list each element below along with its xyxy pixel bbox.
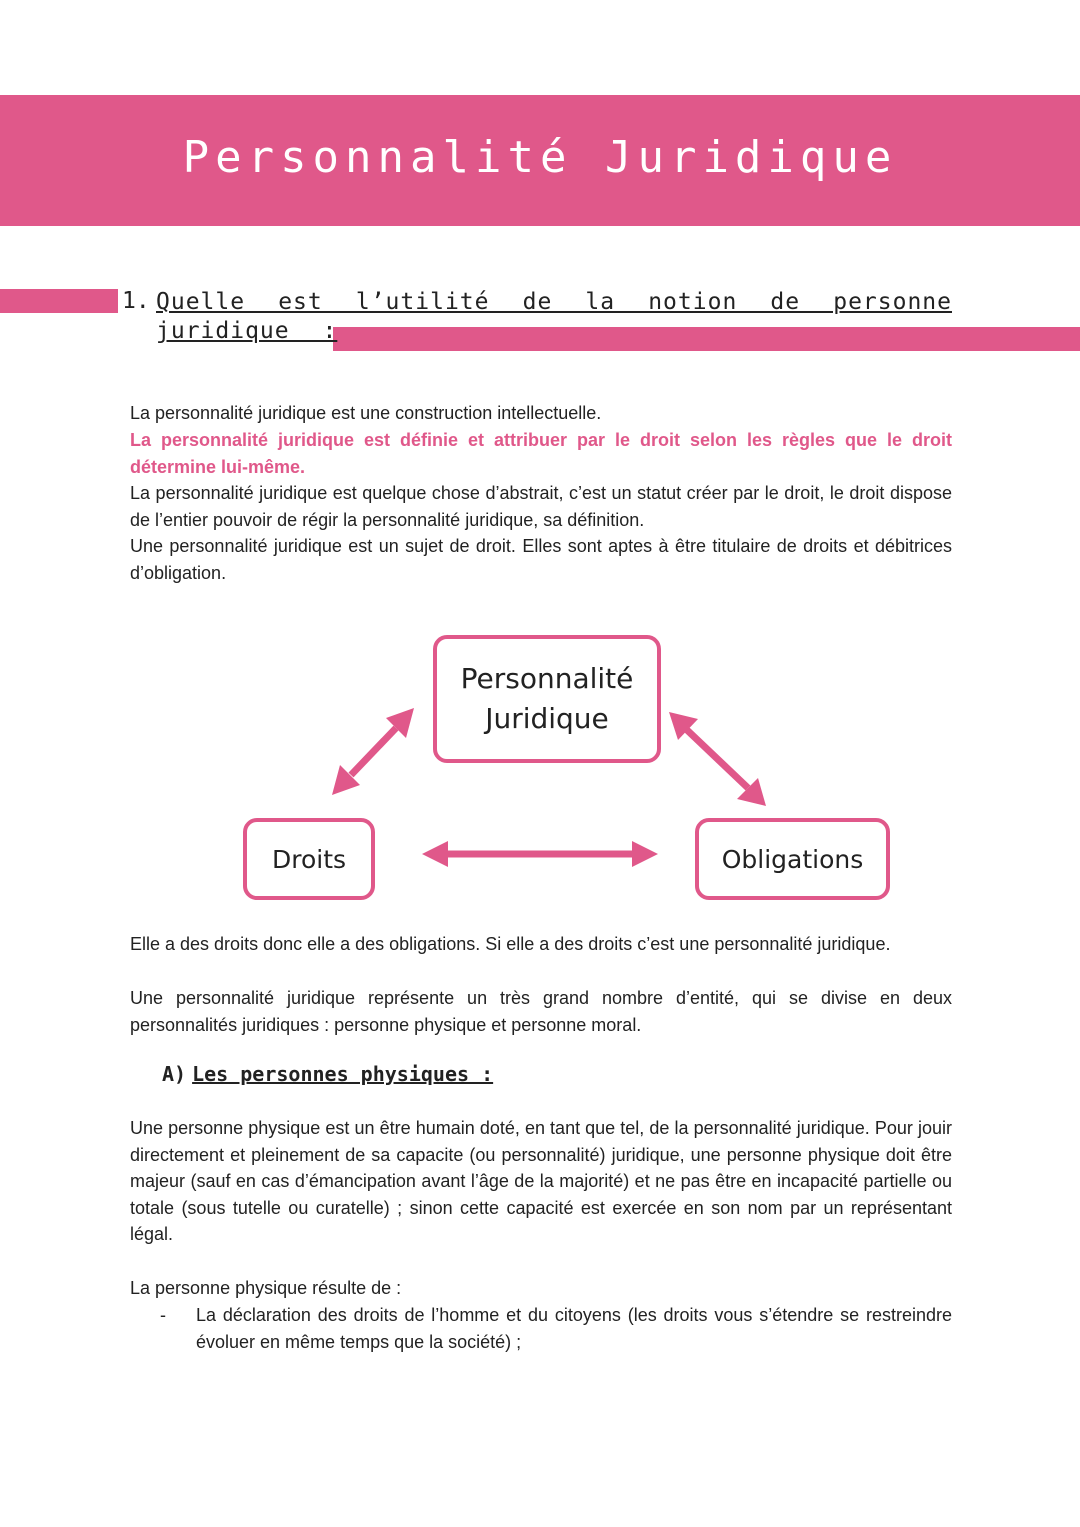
- abstract-paragraph: La personnalité juridique est quelque chose d’abstrait, c’est un statut créer par le droit, le droit dispose de l’entier pouvoir de régir la personnalité juridique, sa définition.: [130, 483, 952, 530]
- arrow-pj-droits: [332, 708, 414, 795]
- list-item-text: La déclaration des droits de l’homme et du citoyens (les droits vous s’étendre se restreindre évoluer en même temps que la société) ;: [196, 1305, 952, 1352]
- intro-paragraph: La personnalité juridique est une construction intellectuelle.: [130, 403, 602, 423]
- subject-paragraph: Une personnalité juridique est un sujet de droit. Elles sont aptes à être titulaire de droits et débitrices d’obligation.: [130, 536, 952, 583]
- section-number: 1.: [122, 288, 150, 314]
- title-banner: [0, 95, 1080, 226]
- relationship-diagram: [0, 620, 1080, 920]
- personnalite-juridique-box: [433, 635, 661, 763]
- obligations-box: Obligations: [695, 818, 890, 900]
- list-dash: -: [160, 1305, 166, 1325]
- subsection-letter: A): [162, 1062, 187, 1086]
- arrow-droits-obligations: [422, 841, 658, 867]
- physical-person-paragraph: Une personne physique est un être humain doté, en tant que tel, de la personnalité juridique. Pour jouir directement et pleinement de sa capacite (ou personnalité) juridique, une personne physique doit être majeur (sauf en cas d’émancipation avant l’âge de la majorité) et ne pas être en incapacité partielle ou totale (sous tutelle ou curatelle) ; sinon cette capacité est exercée en son nom par un représentant légal.: [130, 1118, 952, 1244]
- highlight-paragraph: La personnalité juridique est définie et attribuer par le droit selon les règles que le droit détermine lui-même.: [130, 430, 952, 477]
- pj-line2: Juridique: [485, 702, 609, 735]
- subsection-heading: [162, 1062, 493, 1086]
- subsection-title: Les personnes physiques :: [192, 1062, 494, 1086]
- droits-box: Droits: [243, 818, 375, 900]
- section-accent-bar-left: [0, 289, 118, 313]
- arrow-pj-obligations: [669, 712, 766, 806]
- page-title: Personnalité Juridique: [182, 132, 898, 183]
- rights-obligations-paragraph: Elle a des droits donc elle a des obligations. Si elle a des droits c’est une personnalité juridique.: [130, 934, 891, 954]
- section-heading: Quelle est l’utilité de la notion de personne juridique :: [156, 289, 952, 344]
- entity-paragraph: Une personnalité juridique représente un très grand nombre d’entité, qui se divise en deux personnalités juridiques : personne physique et personne moral.: [130, 988, 952, 1035]
- list-intro: La personne physique résulte de :: [130, 1278, 402, 1298]
- pj-line1: Personnalité: [460, 662, 634, 695]
